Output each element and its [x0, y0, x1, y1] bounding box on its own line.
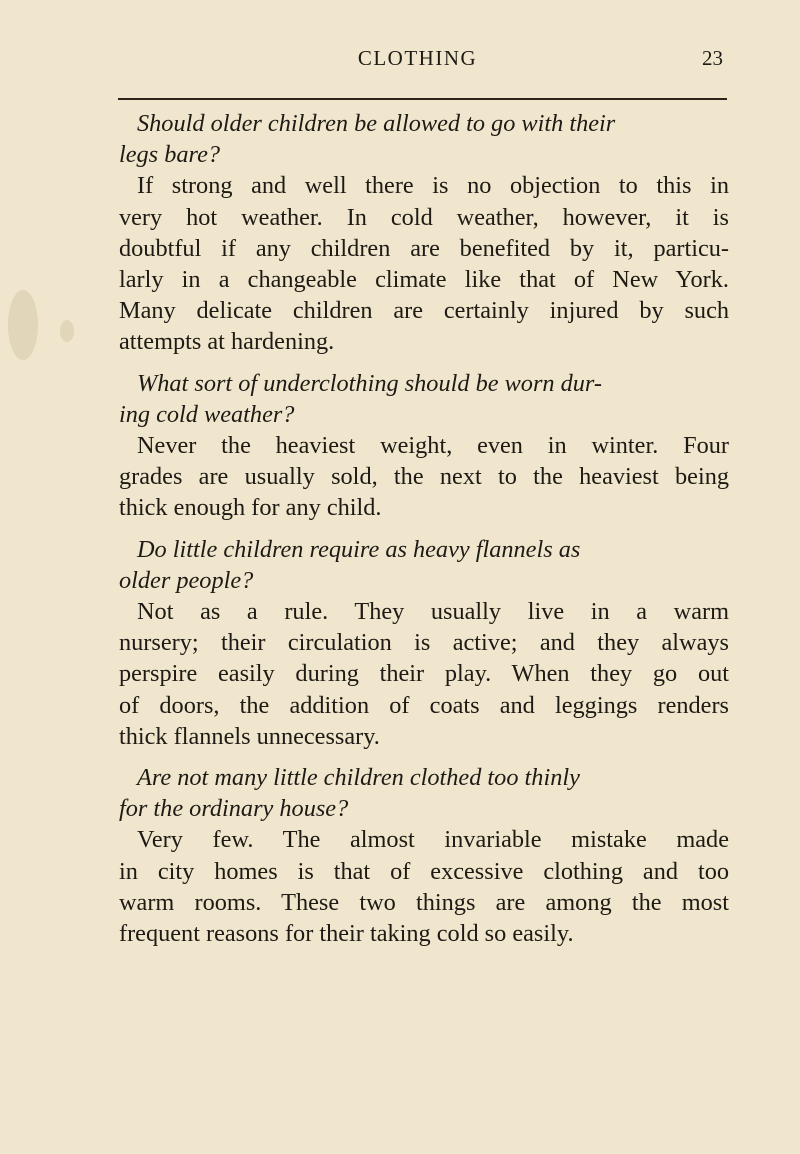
- page-number: 23: [702, 46, 723, 70]
- question-line: for the ordinary house?: [119, 795, 349, 823]
- question: [119, 762, 729, 824]
- question-line: What sort of underclothing should be worn dur-: [137, 369, 602, 397]
- question: [119, 108, 729, 170]
- answer: [119, 430, 729, 524]
- answer-line: nursery; their circulation is active; and they always: [119, 629, 729, 657]
- question-line: ing cold weather?: [119, 400, 295, 428]
- answer-line: doubtful if any children are benefited by it, particu-: [119, 234, 729, 262]
- answer: [119, 170, 729, 357]
- answer-line: very hot weather. In cold weather, however, it is: [119, 203, 729, 231]
- running-head: [110, 44, 725, 74]
- answer: [119, 596, 729, 752]
- qa-section: [119, 534, 729, 752]
- answer-line: thick enough for any child.: [119, 494, 382, 522]
- answer-line: in city homes is that of excessive clothing and too: [119, 857, 729, 885]
- answer-line: grades are usually sold, the next to the heaviest being: [119, 463, 729, 491]
- answer-line: warm rooms. These two things are among the most: [119, 888, 729, 916]
- question-line: Do little children require as heavy flannels as: [137, 535, 581, 563]
- answer-line: Very few. The almost invariable mistake made: [137, 826, 729, 854]
- answer-line: Never the heaviest weight, even in winter. Four: [137, 432, 729, 460]
- qa-section: [119, 368, 729, 524]
- question: [119, 534, 729, 596]
- answer-line: attempts at hardening.: [119, 328, 335, 356]
- question-line: legs bare?: [119, 141, 220, 169]
- header-rule: [118, 98, 727, 100]
- answer: [119, 824, 729, 949]
- answer-line: frequent reasons for their taking cold so easily.: [119, 920, 574, 948]
- answer-line: perspire easily during their play. When they go out: [119, 660, 729, 688]
- answer-line: of doors, the addition of coats and leggings renders: [119, 691, 729, 719]
- answer-line: Many delicate children are certainly injured by such: [119, 297, 729, 325]
- qa-section: [119, 762, 729, 949]
- body-text: [119, 108, 729, 959]
- question-line: Should older children be allowed to go with their: [137, 110, 616, 137]
- qa-section: [119, 108, 729, 358]
- answer-line: If strong and well there is no objection to this in: [137, 172, 729, 200]
- paper-stain: [60, 320, 74, 342]
- answer-line: thick flannels unnecessary.: [119, 722, 380, 750]
- question-line: Are not many little children clothed too thinly: [137, 764, 580, 792]
- question: [119, 368, 729, 430]
- answer-line: Not as a rule. They usually live in a warm: [137, 598, 729, 626]
- answer-line: larly in a changeable climate like that of New York.: [119, 266, 729, 294]
- paper-stain: [8, 290, 38, 360]
- header-title: CLOTHING: [357, 46, 478, 70]
- question-line: older people?: [119, 566, 254, 594]
